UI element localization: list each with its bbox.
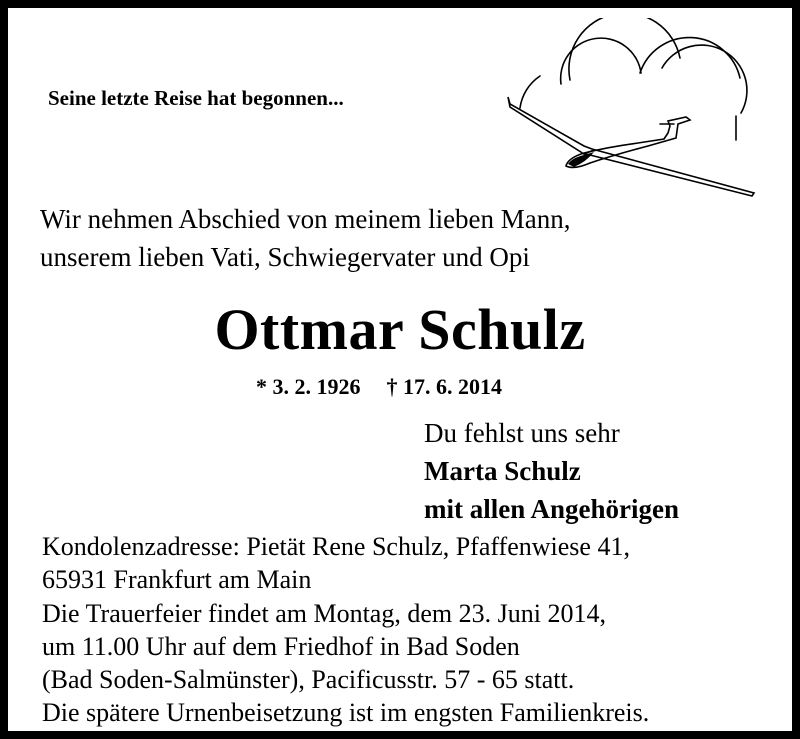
life-dates	[256, 376, 502, 398]
signature-family: mit allen Angehörigen	[424, 494, 679, 524]
intro-line-1: Wir nehmen Abschied von meinem lieben Mann,	[40, 204, 571, 234]
detail-line-4: um 11.00 Uhr auf dem Friedhof in Bad Soden	[42, 632, 520, 661]
detail-line-1: Kondolenzadresse: Pietät Rene Schulz, Pfaffenwiese 41,	[42, 532, 630, 561]
intro-line-2: unserem lieben Vati, Schwiegervater und Opi	[40, 242, 530, 272]
detail-line-3: Die Trauerfeier findet am Montag, dem 23. Juni 2014,	[42, 599, 606, 628]
motto-heading: Seine letzte Reise hat begonnen...	[48, 86, 344, 110]
signature-name: Marta Schulz	[424, 456, 581, 486]
glider-icon	[498, 18, 760, 204]
signature-line-1: Du fehlst uns sehr	[424, 418, 620, 448]
detail-line-5: (Bad Soden-Salmünster), Pacificusstr. 57 - 65 statt.	[42, 665, 575, 694]
deceased-name: Ottmar Schulz	[214, 297, 586, 362]
detail-line-6: Die spätere Urnenbeisetzung ist im engsten Familienkreis.	[42, 698, 650, 727]
death-date: † 17. 6. 2014	[386, 374, 502, 399]
birth-date: * 3. 2. 1926	[256, 374, 361, 399]
detail-line-2: 65931 Frankfurt am Main	[42, 565, 312, 594]
